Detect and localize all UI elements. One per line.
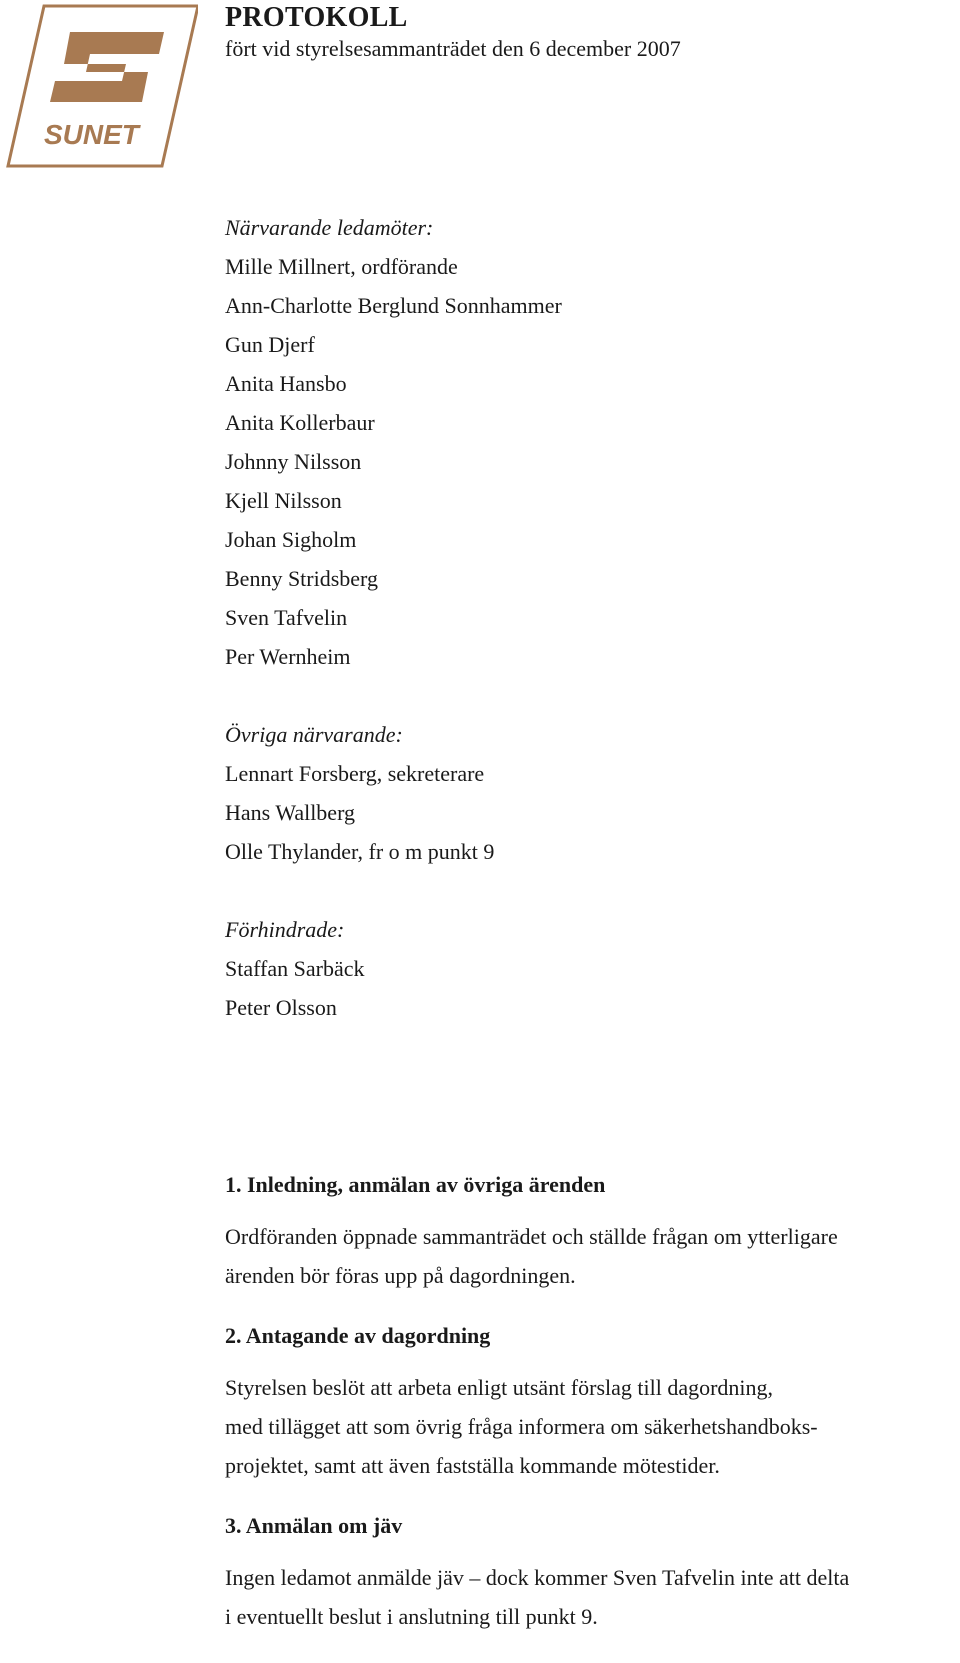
attendee-name: Anita Hansbo [225, 371, 347, 396]
attendee-name: Peter Olsson [225, 995, 337, 1020]
attendee-name: Mille Millnert, ordförande [225, 254, 458, 279]
attendance-group-label: Närvarande ledamöter: [225, 215, 434, 240]
section-text-line: Styrelsen beslöt att arbeta enligt utsänt förslag till dagordning, [225, 1375, 774, 1400]
document-title: PROTOKOLL [225, 2, 408, 33]
section-heading: 1. Inledning, anmälan av övriga ärenden [225, 1172, 606, 1197]
attendee-name: Kjell Nilsson [225, 488, 342, 513]
attendance-group-others [225, 715, 960, 871]
attendee-name: Sven Tafvelin [225, 605, 348, 630]
sunet-logo [4, 4, 198, 168]
section-heading: 3. Anmälan om jäv [225, 1513, 403, 1538]
sunet-logo-mark [4, 4, 198, 168]
section-text-line: Ingen ledamot anmälde jäv – dock kommer Sven Tafvelin inte att delta [225, 1565, 850, 1590]
minutes-section [225, 1316, 960, 1485]
attendance-group-label: Övriga närvarande: [225, 722, 403, 747]
document-header [225, 0, 681, 62]
attendee-name: Per Wernheim [225, 644, 351, 669]
attendee-name: Ann-Charlotte Berglund Sonnhammer [225, 293, 562, 318]
attendee-name: Lennart Forsberg, sekreterare [225, 761, 485, 786]
attendance-group-label: Förhindrade: [225, 917, 345, 942]
section-text-line: ärenden bör föras upp på dagordningen. [225, 1263, 576, 1288]
attendee-name: Johan Sigholm [225, 527, 357, 552]
section-text [225, 1368, 960, 1485]
attendee-name: Olle Thylander, fr o m punkt 9 [225, 839, 495, 864]
minutes-section [225, 1506, 960, 1636]
section-heading: 2. Antagande av dagordning [225, 1323, 491, 1348]
attendance-list [225, 208, 960, 1027]
attendee-name: Staffan Sarbäck [225, 956, 365, 981]
attendee-name: Hans Wallberg [225, 800, 356, 825]
attendee-name: Gun Djerf [225, 332, 315, 357]
section-text-line: i eventuellt beslut i anslutning till punkt 9. [225, 1604, 598, 1629]
minutes-sections [225, 1165, 960, 1636]
document-subtitle: fört vid styrelsesammanträdet den 6 december 2007 [225, 36, 681, 61]
section-text-line: projektet, samt att även fastställa kommande mötestider. [225, 1453, 720, 1478]
section-text-line: Ordföranden öppnade sammanträdet och ställde frågan om ytterligare [225, 1224, 838, 1249]
section-text [225, 1217, 960, 1295]
attendance-group-members [225, 208, 960, 676]
minutes-section [225, 1165, 960, 1295]
logo-text: SUNET [44, 119, 139, 150]
section-text [225, 1558, 960, 1636]
attendance-group-absent [225, 910, 960, 1027]
attendee-name: Benny Stridsberg [225, 566, 378, 591]
attendee-name: Anita Kollerbaur [225, 410, 375, 435]
section-text-line: med tillägget att som övrig fråga informera om säkerhetshandboks- [225, 1414, 818, 1439]
attendee-name: Johnny Nilsson [225, 449, 362, 474]
